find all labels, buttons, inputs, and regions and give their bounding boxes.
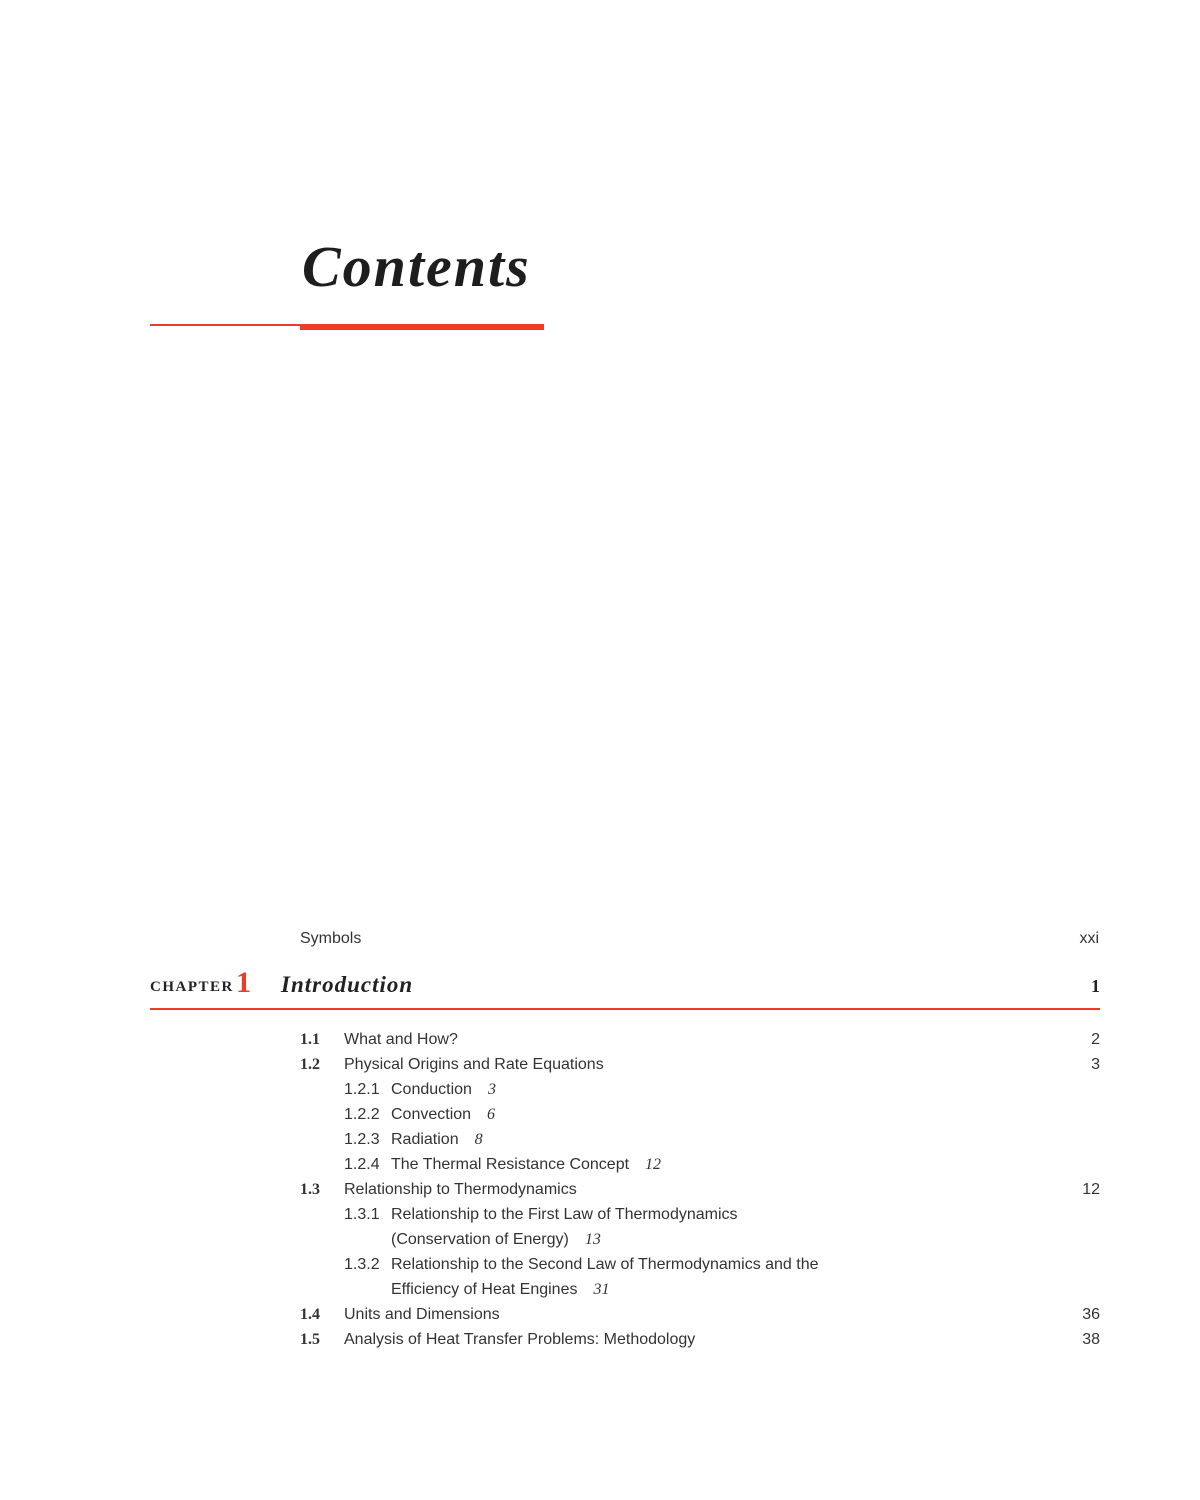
subsection-title: Convection 6 — [391, 1106, 496, 1123]
section-title: Units and Dimensions — [344, 1306, 500, 1323]
toc-subsection — [300, 1252, 1100, 1277]
subsection-page: 3 — [487, 1081, 496, 1098]
chapter-word: CHAPTER — [150, 979, 234, 995]
subsection-page: 31 — [593, 1281, 610, 1298]
section-number: 1.3 — [300, 1181, 320, 1198]
subsection-number: 1.3.1 — [344, 1206, 380, 1223]
toc-section — [300, 1052, 1100, 1077]
chapter-title: Introduction — [281, 972, 414, 997]
chapter-rule — [150, 1008, 1100, 1010]
page-title: Contents — [302, 234, 531, 299]
toc-subsection — [300, 1077, 1100, 1102]
subsection-title-continued: Efficiency of Heat Engines 31 — [391, 1281, 610, 1298]
section-number: 1.1 — [300, 1031, 320, 1048]
toc-section — [300, 1027, 1100, 1052]
subsection-title: The Thermal Resistance Concept 12 — [391, 1156, 662, 1173]
toc-section — [300, 1177, 1100, 1202]
subsection-number: 1.2.3 — [344, 1131, 380, 1148]
section-page: 12 — [1082, 1181, 1100, 1198]
toc-subsection — [300, 1102, 1100, 1127]
section-number: 1.2 — [300, 1056, 320, 1073]
subsection-title: Relationship to the First Law of Thermodynamics — [391, 1206, 738, 1223]
subsection-page: 12 — [645, 1156, 662, 1173]
subsection-number: 1.2.2 — [344, 1106, 380, 1123]
subsection-title: Radiation 8 — [391, 1131, 483, 1148]
subsection-number: 1.2.1 — [344, 1081, 380, 1098]
subsection-page: 13 — [584, 1231, 601, 1248]
toc-subsection-continuation — [300, 1227, 1100, 1252]
subsection-title: Conduction 3 — [391, 1081, 496, 1098]
section-number: 1.4 — [300, 1306, 320, 1323]
subsection-page: 6 — [487, 1106, 496, 1123]
toc-subsection — [300, 1127, 1100, 1152]
section-page: 38 — [1082, 1331, 1100, 1348]
subsection-number: 1.2.4 — [344, 1156, 380, 1173]
symbols-entry-page: xxi — [1079, 930, 1099, 947]
subsection-title-continued: (Conservation of Energy) 13 — [391, 1231, 601, 1248]
chapter-number: 1 — [236, 966, 251, 999]
section-page: 2 — [1091, 1031, 1100, 1048]
toc-section — [300, 1302, 1100, 1327]
section-number: 1.5 — [300, 1331, 320, 1348]
section-title: Relationship to Thermodynamics — [344, 1181, 577, 1198]
title-rule-thick — [300, 324, 544, 330]
symbols-entry-label: Symbols — [300, 930, 362, 947]
chapter-heading — [150, 966, 1100, 1004]
subsection-number: 1.3.2 — [344, 1256, 380, 1273]
toc-subsection-continuation — [300, 1277, 1100, 1302]
toc-section — [300, 1327, 1100, 1352]
subsection-page: 8 — [474, 1131, 483, 1148]
title-rule-thin — [150, 324, 300, 326]
toc-list — [300, 1027, 1100, 1352]
section-title: What and How? — [344, 1031, 458, 1048]
toc-subsection — [300, 1152, 1100, 1177]
section-title: Physical Origins and Rate Equations — [344, 1056, 604, 1073]
section-page: 36 — [1082, 1306, 1100, 1323]
section-title: Analysis of Heat Transfer Problems: Methodology — [344, 1331, 696, 1348]
toc-subsection — [300, 1202, 1100, 1227]
chapter-page: 1 — [1091, 976, 1100, 996]
section-page: 3 — [1091, 1056, 1100, 1073]
subsection-title: Relationship to the Second Law of Thermodynamics and the — [391, 1256, 819, 1273]
